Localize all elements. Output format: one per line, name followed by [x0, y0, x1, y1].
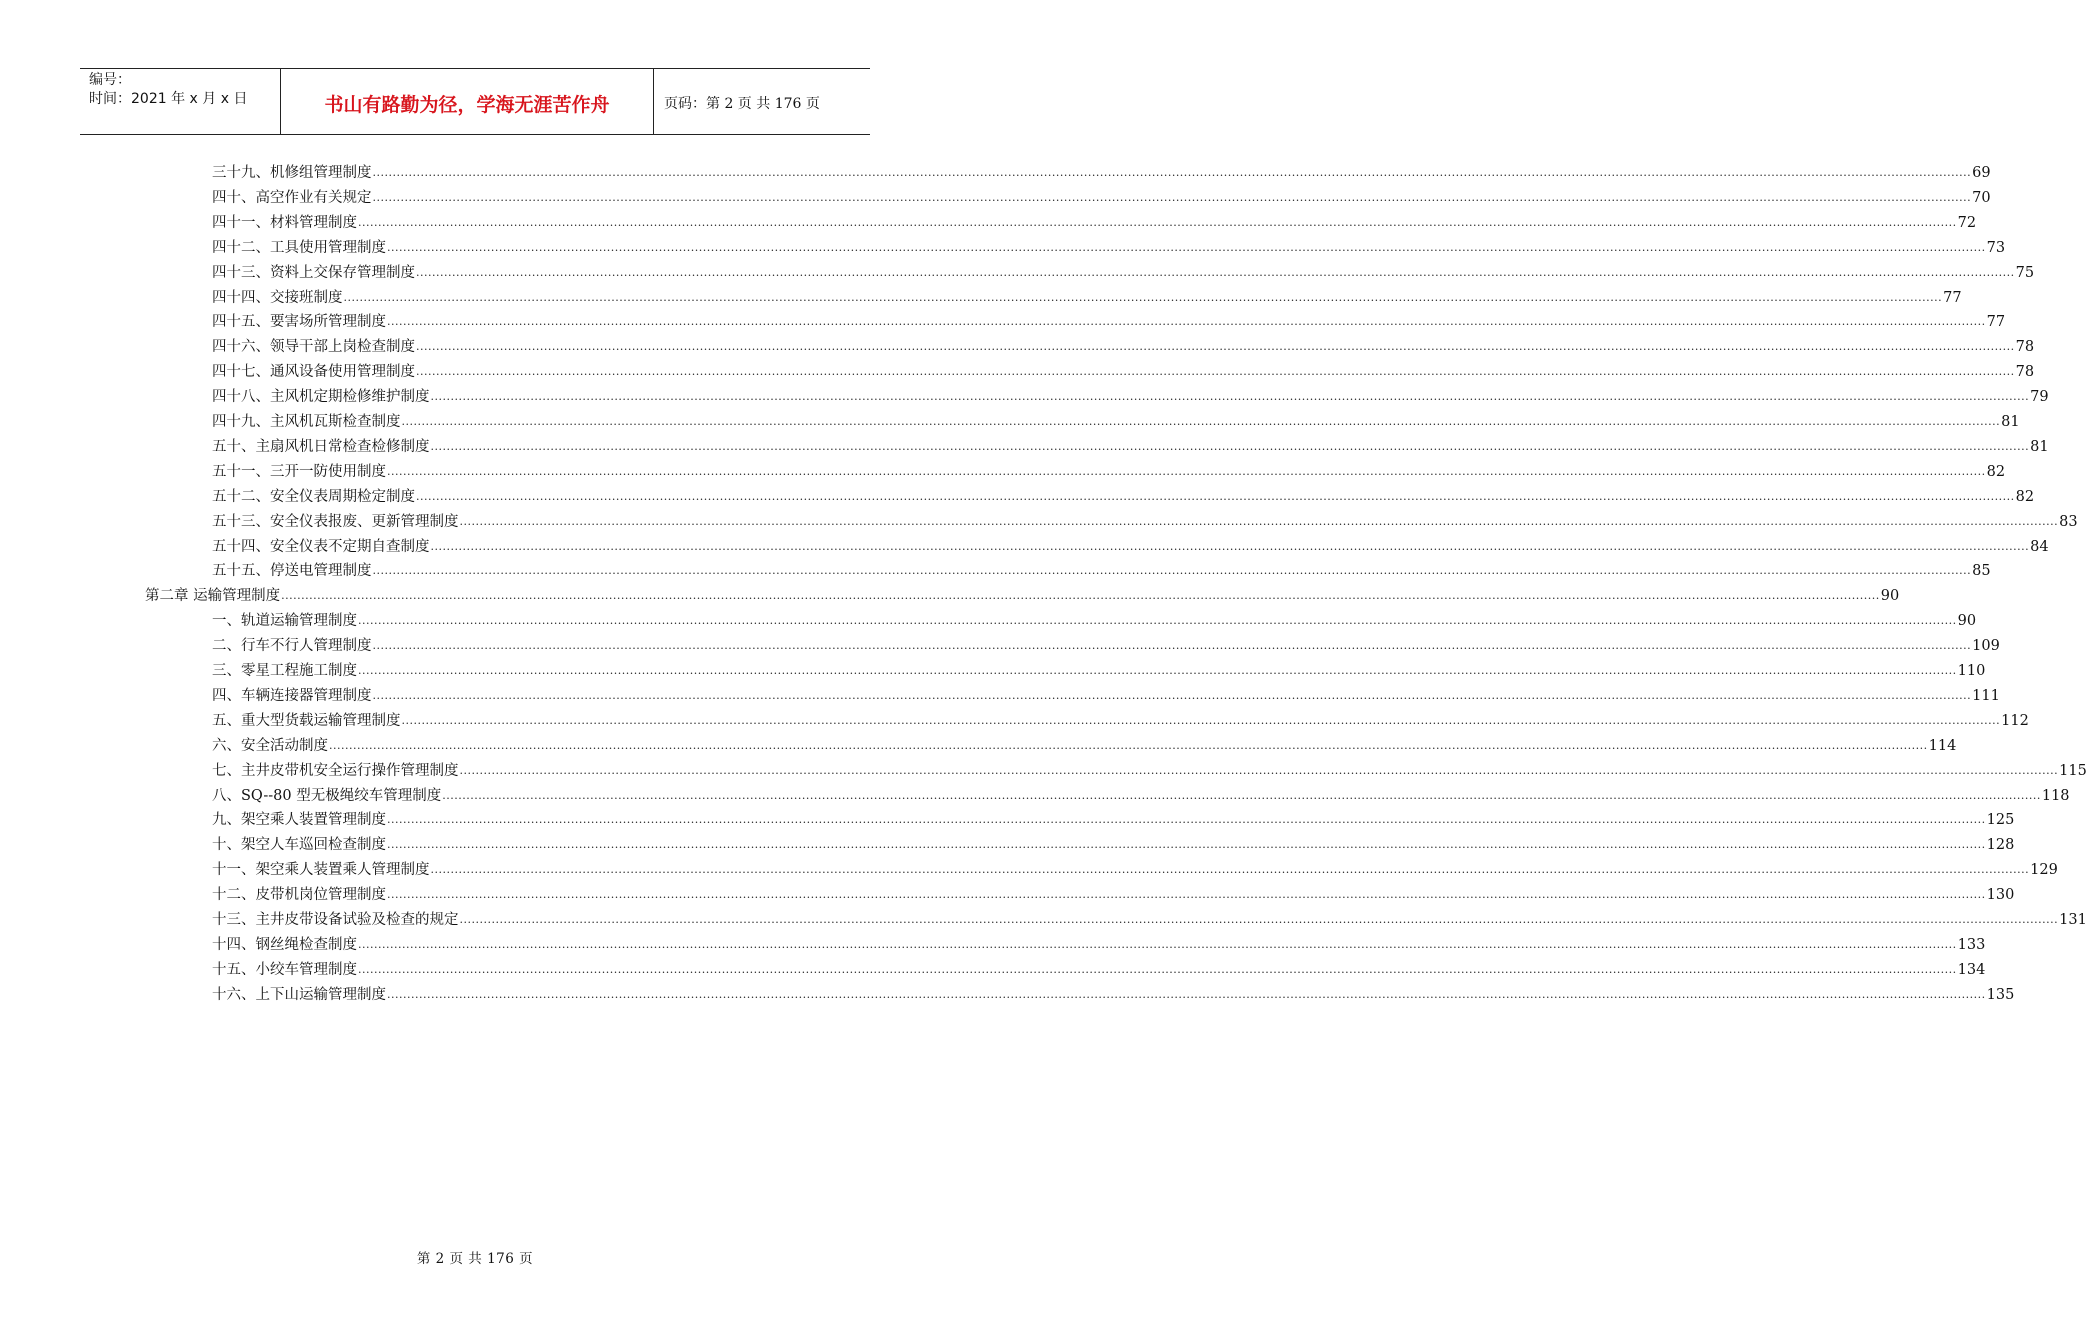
toc-entry[interactable] — [212, 284, 1962, 308]
toc-entry-title: 五、重大型货载运输管理制度 — [212, 712, 401, 729]
toc-dot-leader: ................................................................................................................................................................................................................................................................................................................................................................................................................ — [387, 987, 1986, 1001]
toc-entry-page: 70 — [1972, 189, 1991, 206]
toc-entry-title: 七、主井皮带机安全运行操作管理制度 — [212, 762, 459, 779]
toc-entry-title: 四十七、通风设备使用管理制度 — [212, 364, 415, 381]
toc-dot-leader: ................................................................................................................................................................................................................................................................................................................................................................................................................ — [329, 738, 1928, 752]
toc-entry-page: 90 — [1957, 613, 1977, 630]
toc-entry-page: 82 — [1986, 463, 2006, 480]
toc-dot-leader: ................................................................................................................................................................................................................................................................................................................................................................................................................ — [387, 888, 1986, 902]
toc-entry-page: 114 — [1928, 737, 1957, 754]
toc-entry-page: 77 — [1986, 314, 2006, 331]
toc-entry-page: 135 — [1986, 986, 2015, 1003]
toc-entry-page: 85 — [1972, 563, 1991, 580]
toc-entry[interactable] — [212, 707, 2029, 731]
toc-entry-title: 二、行车不行人管理制度 — [212, 638, 372, 655]
toc-entry-title: 三、零星工程施工制度 — [212, 663, 357, 679]
toc-entry-page: 111 — [1972, 687, 2000, 704]
toc-entry-page: 130 — [1986, 887, 2015, 904]
toc-entry-title: 四十一、材料管理制度 — [212, 214, 357, 231]
toc-entry[interactable] — [212, 358, 2035, 382]
toc-entry[interactable] — [212, 682, 2000, 706]
toc-dot-leader: ................................................................................................................................................................................................................................................................................................................................................................................................................ — [416, 489, 2015, 503]
toc-entry-title: 四十九、主风机瓦斯检查制度 — [212, 414, 401, 430]
document-date-label: 时间：2021 年 x 月 x 日 — [89, 91, 248, 107]
toc-dot-leader: ................................................................................................................................................................................................................................................................................................................................................................................................................ — [459, 514, 2059, 528]
toc-entry[interactable] — [212, 209, 1977, 233]
toc-dot-leader: ................................................................................................................................................................................................................................................................................................................................................................................................................ — [430, 863, 2030, 877]
toc-dot-leader: ................................................................................................................................................................................................................................................................................................................................................................................................................ — [372, 639, 1972, 653]
toc-entry-title: 四十、高空作业有关规定 — [212, 189, 372, 206]
toc-dot-leader: ................................................................................................................................................................................................................................................................................................................................................................................................................ — [401, 713, 2001, 727]
toc-entry-title: 四十五、要害场所管理制度 — [212, 314, 386, 331]
toc-entry[interactable] — [212, 333, 2035, 357]
toc-entry-page: 109 — [1972, 638, 2000, 655]
toc-entry[interactable] — [212, 458, 2006, 482]
toc-dot-leader: ................................................................................................................................................................................................................................................................................................................................................................................................................ — [387, 838, 1986, 852]
toc-entry-title: 四十八、主风机定期检修维护制度 — [212, 389, 430, 406]
toc-entry-title: 第二章 运输管理制度 — [145, 588, 281, 605]
toc-dot-leader: ................................................................................................................................................................................................................................................................................................................................................................................................................ — [430, 539, 2030, 553]
toc-dot-leader: ................................................................................................................................................................................................................................................................................................................................................................................................................ — [372, 564, 1972, 578]
toc-entry[interactable] — [212, 184, 1991, 208]
toc-entry[interactable] — [212, 159, 1991, 183]
toc-entry-page: 81 — [2030, 438, 2049, 455]
toc-entry-title: 四十二、工具使用管理制度 — [212, 239, 386, 256]
toc-entry[interactable] — [212, 533, 2049, 557]
toc-entry-page: 83 — [2059, 513, 2078, 530]
toc-entry[interactable] — [212, 757, 2087, 781]
toc-entry[interactable] — [212, 732, 1957, 756]
toc-entry[interactable] — [212, 408, 2020, 432]
toc-dot-leader: ................................................................................................................................................................................................................................................................................................................................................................................................................ — [372, 166, 1972, 179]
toc-entry-page: 134 — [1957, 961, 1986, 978]
toc-entry[interactable] — [212, 906, 2087, 930]
page-header — [80, 68, 870, 135]
toc-entry-title: 十一、架空乘人装置乘人管理制度 — [212, 862, 430, 879]
toc-entry-title: 五十、主扇风机日常检查检修制度 — [212, 438, 430, 455]
toc-dot-leader: ................................................................................................................................................................................................................................................................................................................................................................................................................ — [416, 265, 2015, 279]
toc-entry[interactable] — [212, 383, 2049, 407]
toc-dot-leader: ................................................................................................................................................................................................................................................................................................................................................................................................................ — [387, 315, 1986, 329]
toc-entry[interactable] — [212, 806, 2015, 830]
toc-entry-page: 131 — [2059, 912, 2087, 928]
toc-dot-leader: ................................................................................................................................................................................................................................................................................................................................................................................................................ — [442, 788, 2041, 802]
toc-entry[interactable] — [212, 433, 2049, 457]
toc-entry-title: 五十四、安全仪表不定期自查制度 — [212, 538, 430, 555]
toc-entry-title: 四十三、资料上交保存管理制度 — [212, 264, 415, 281]
toc-entry-page: 115 — [2059, 762, 2087, 779]
toc-entry[interactable] — [212, 234, 2006, 258]
toc-entry-page: 90 — [1880, 588, 1900, 605]
toc-dot-leader: ................................................................................................................................................................................................................................................................................................................................................................................................................ — [430, 439, 2030, 453]
toc-dot-leader: ................................................................................................................................................................................................................................................................................................................................................................................................................ — [358, 614, 1957, 628]
toc-dot-leader: ................................................................................................................................................................................................................................................................................................................................................................................................................ — [387, 240, 1986, 254]
toc-entry-title: 十三、主井皮带设备试验及检查的规定 — [212, 912, 459, 928]
toc-entry-title: 一、轨道运输管理制度 — [212, 613, 357, 630]
toc-entry[interactable] — [212, 931, 1986, 955]
toc-entry-page: 128 — [1986, 837, 2015, 854]
toc-dot-leader: ................................................................................................................................................................................................................................................................................................................................................................................................................ — [372, 688, 1972, 702]
toc-dot-leader: ................................................................................................................................................................................................................................................................................................................................................................................................................ — [372, 190, 1972, 204]
toc-entry-title: 五十五、停送电管理制度 — [212, 563, 372, 580]
toc-dot-leader: ................................................................................................................................................................................................................................................................................................................................................................................................................ — [416, 365, 2015, 379]
toc-entry[interactable] — [212, 632, 2000, 656]
header-motto: 书山有路勤为径，学海无涯苦作舟 — [281, 69, 654, 134]
toc-entry-page: 81 — [2001, 414, 2020, 430]
toc-dot-leader: ................................................................................................................................................................................................................................................................................................................................................................................................................ — [358, 937, 1957, 951]
header-page-label: 页码：第 2 页 共 176 页 — [664, 96, 820, 112]
toc-dot-leader: ................................................................................................................................................................................................................................................................................................................................................................................................................ — [430, 390, 2030, 404]
toc-dot-leader: ................................................................................................................................................................................................................................................................................................................................................................................................................ — [358, 664, 1957, 677]
toc-entry-title: 五十三、安全仪表报废、更新管理制度 — [212, 513, 459, 530]
toc-dot-leader: ................................................................................................................................................................................................................................................................................................................................................................................................................ — [343, 290, 1943, 304]
toc-entry-title: 五十一、三开一防使用制度 — [212, 463, 386, 480]
toc-dot-leader: ................................................................................................................................................................................................................................................................................................................................................................................................................ — [401, 415, 2001, 428]
header-meta — [80, 69, 281, 134]
toc-entry-page: 78 — [2015, 339, 2035, 356]
toc-entry-page: 110 — [1957, 663, 1986, 679]
toc-entry-title: 八、SQ--80 型无极绳绞车管理制度 — [212, 787, 442, 804]
toc-dot-leader: ................................................................................................................................................................................................................................................................................................................................................................................................................ — [459, 763, 2059, 777]
toc-entry-title: 九、架空乘人装置管理制度 — [212, 812, 386, 829]
toc-entry[interactable] — [212, 782, 2070, 806]
toc-entry-page: 77 — [1943, 289, 1962, 306]
toc-dot-leader: ................................................................................................................................................................................................................................................................................................................................................................................................................ — [459, 913, 2059, 926]
toc-entry-page: 84 — [2030, 538, 2049, 555]
toc-entry-page: 118 — [2041, 787, 2070, 804]
toc-entry-page: 73 — [1986, 239, 2006, 256]
toc-entry-title: 十、架空人车巡回检查制度 — [212, 837, 386, 854]
page-footer: 第 2 页 共 176 页 — [416, 1251, 534, 1267]
toc-dot-leader: ................................................................................................................................................................................................................................................................................................................................................................................................................ — [358, 962, 1957, 976]
toc-entry-title: 四十六、领导干部上岗检查制度 — [212, 339, 415, 356]
toc-entry-title: 十五、小绞车管理制度 — [212, 961, 357, 978]
toc-entry-page: 78 — [2015, 364, 2035, 381]
toc-entry-title: 五十二、安全仪表周期检定制度 — [212, 488, 415, 505]
toc-dot-leader: ................................................................................................................................................................................................................................................................................................................................................................................................................ — [387, 464, 1986, 478]
toc-entry-page: 125 — [1986, 812, 2015, 829]
toc-entry-page: 79 — [2030, 389, 2049, 406]
toc-entry[interactable] — [212, 657, 1986, 681]
toc-entry-page: 133 — [1957, 936, 1986, 953]
toc-dot-leader: ................................................................................................................................................................................................................................................................................................................................................................................................................ — [281, 589, 1880, 603]
toc-entry-title: 四、车辆连接器管理制度 — [212, 687, 372, 704]
toc-entry[interactable] — [212, 856, 2058, 880]
toc-entry-title: 十四、钢丝绳检查制度 — [212, 936, 357, 953]
toc-entry-title: 六、安全活动制度 — [212, 737, 328, 754]
toc-entry-page: 112 — [2001, 712, 2029, 729]
toc-entry[interactable] — [212, 483, 2035, 507]
toc-entry-page: 72 — [1957, 214, 1977, 231]
toc-entry[interactable] — [212, 881, 2015, 905]
toc-entry[interactable] — [212, 831, 2015, 855]
toc-entry[interactable] — [212, 508, 2078, 532]
toc-entry[interactable] — [212, 557, 1991, 581]
toc-entry-page: 69 — [1972, 165, 1991, 181]
toc-entry[interactable] — [212, 259, 2035, 283]
toc-entry[interactable] — [212, 981, 2015, 1005]
toc-dot-leader: ................................................................................................................................................................................................................................................................................................................................................................................................................ — [387, 813, 1986, 827]
document-number-label: 编号： — [89, 72, 131, 88]
toc-entry-title: 十二、皮带机岗位管理制度 — [212, 887, 386, 904]
toc-entry[interactable] — [212, 308, 2006, 332]
toc-entry-page: 129 — [2030, 862, 2058, 879]
toc-entry-title: 四十四、交接班制度 — [212, 289, 343, 306]
toc-entry[interactable] — [212, 607, 1977, 631]
toc-dot-leader: ................................................................................................................................................................................................................................................................................................................................................................................................................ — [358, 215, 1957, 229]
toc-entry-title: 三十九、机修组管理制度 — [212, 165, 372, 181]
toc-entry-title: 十六、上下山运输管理制度 — [212, 986, 386, 1003]
toc-entry[interactable] — [212, 956, 1986, 980]
toc-entry-page: 75 — [2015, 264, 2035, 281]
toc-entry-page: 82 — [2015, 488, 2035, 505]
toc-entry[interactable] — [145, 582, 1900, 606]
toc-dot-leader: ................................................................................................................................................................................................................................................................................................................................................................................................................ — [416, 340, 2015, 354]
